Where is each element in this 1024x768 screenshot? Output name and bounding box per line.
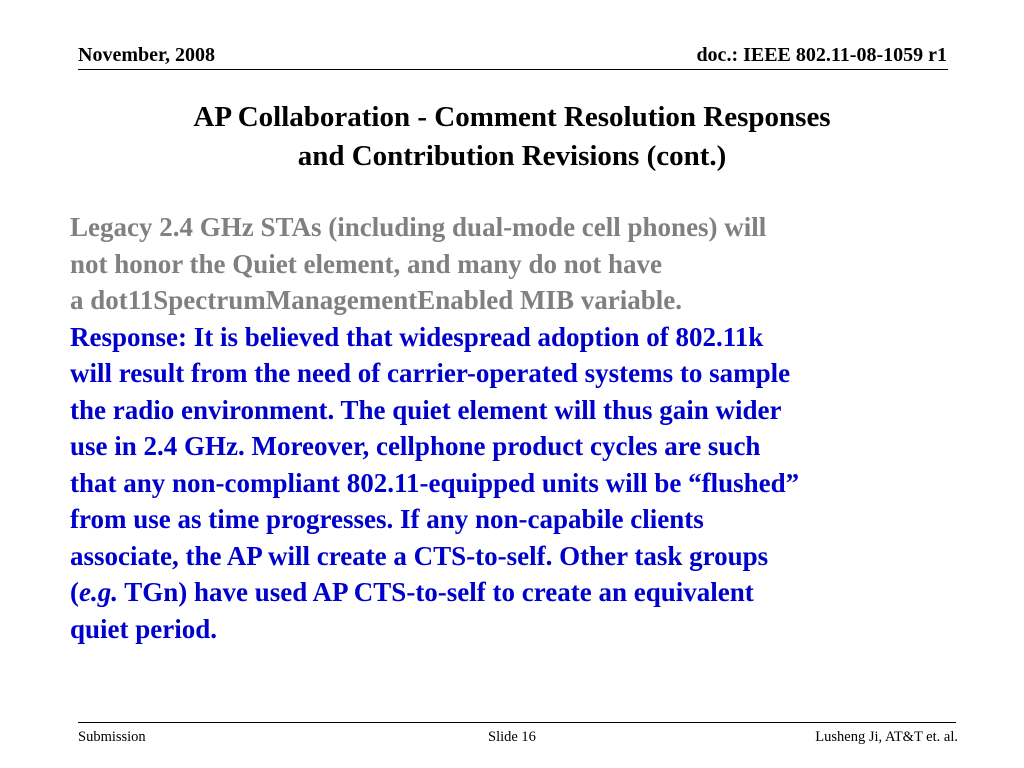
response-line: will result from the need of carrier-operated systems to sample [70,358,791,388]
footer-authors: Lusheng Ji, AT&T et. al. [815,729,958,745]
footer-rule [78,722,956,723]
comment-text [70,209,1010,319]
header-rule [78,69,948,70]
response-eg-rest: TGn) have used AP CTS-to-self to create an equivalent [117,577,754,607]
slide-body [70,209,1010,647]
response-eg-open: ( [70,577,79,607]
response-line: from use as time progresses. If any non-capabile clients [70,504,704,534]
comment-line: Legacy 2.4 GHz STAs (including dual-mode cell phones) will [70,212,767,242]
response-line: use in 2.4 GHz. Moreover, cellphone product cycles are such [70,431,761,461]
footer-submission: Submission [78,729,146,745]
comment-line: a dot11SpectrumManagementEnabled MIB variable. [70,285,682,315]
response-line [70,574,1010,611]
response-line: associate, the AP will create a CTS-to-self. Other task groups [70,540,769,571]
response-line: Response: It is believed that widespread adoption of 802.11k [70,321,764,352]
header-date: November, 2008 [78,44,216,66]
response-text [70,319,1010,648]
comment-line: not honor the Quiet element, and many do not have [70,248,663,279]
response-line: that any non-compliant 802.11-equipped units will be “flushed” [70,467,800,498]
slide-title [0,98,1024,176]
footer-slide-number: Slide 16 [488,729,536,745]
header-doc-id: doc.: IEEE 802.11-08-1059 r1 [696,44,947,66]
title-line-1: AP Collaboration - Comment Resolution Responses [193,101,831,133]
title-line-2: and Contribution Revisions (cont.) [297,140,727,172]
response-eg: e.g. [79,577,118,607]
response-line: quiet period. [70,613,218,644]
response-line: the radio environment. The quiet element will thus gain wider [70,394,782,425]
